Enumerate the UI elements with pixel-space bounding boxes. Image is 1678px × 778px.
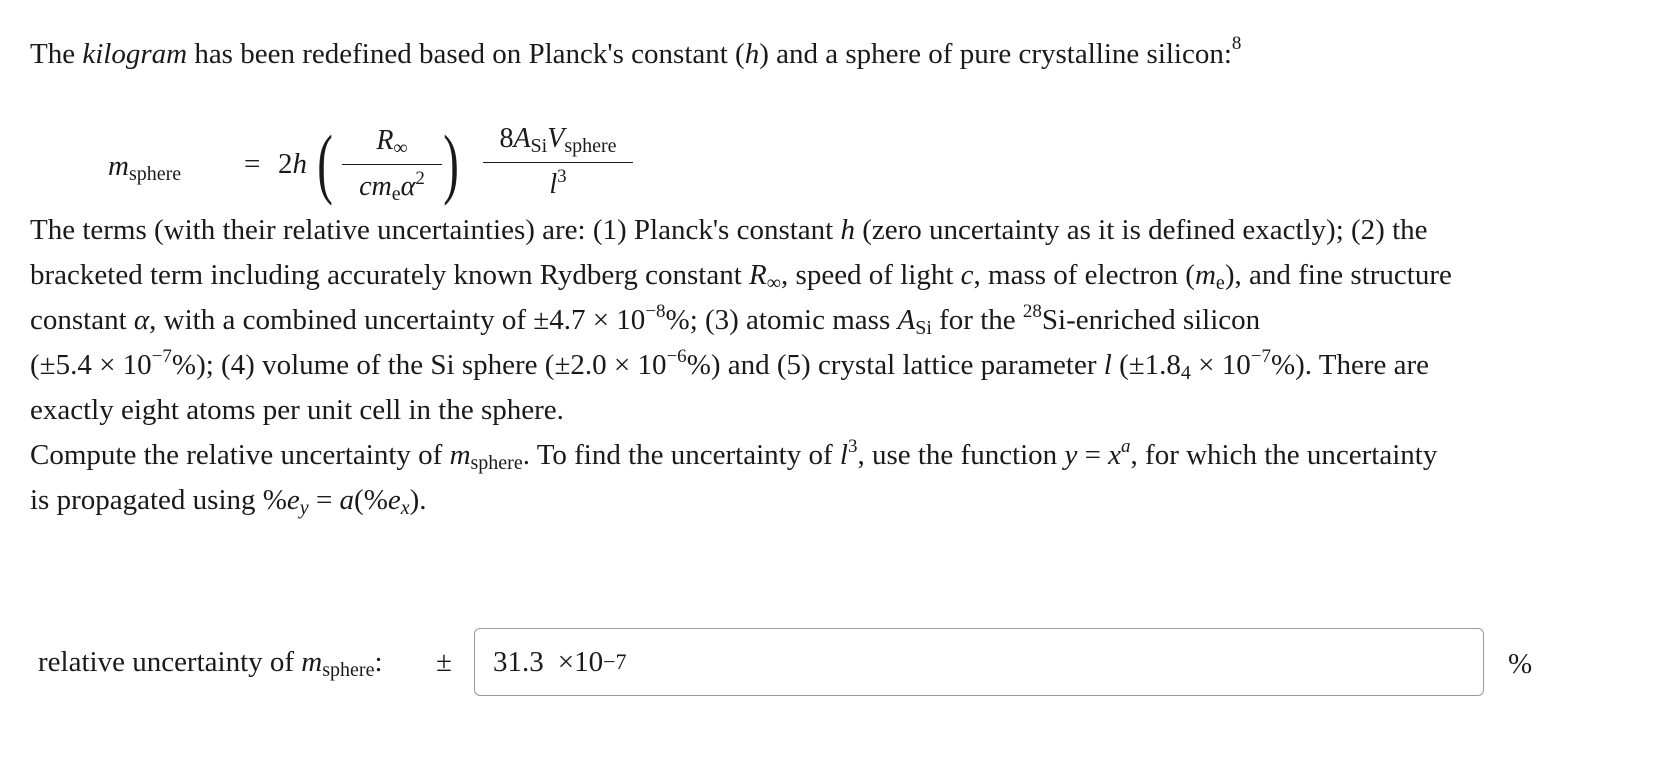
body-line-5 bbox=[30, 388, 1650, 433]
text: %). There are bbox=[1270, 349, 1430, 381]
eight: 8 bbox=[499, 123, 514, 154]
text: for the bbox=[931, 304, 1023, 336]
body-line-4 bbox=[30, 343, 1650, 388]
exponent: −8 bbox=[645, 301, 666, 322]
text: . To find the uncertainty of bbox=[522, 439, 840, 471]
silicon-denominator bbox=[483, 165, 633, 205]
m-subscript: sphere bbox=[470, 452, 523, 474]
m-symbol: m bbox=[449, 439, 471, 471]
left-parenthesis: ( bbox=[317, 119, 333, 206]
body-line-6 bbox=[30, 433, 1650, 478]
e-symbol: e bbox=[286, 484, 300, 516]
alpha-symbol: α bbox=[133, 304, 150, 336]
body-line-3 bbox=[30, 298, 1650, 343]
answer-row bbox=[38, 628, 1678, 702]
text: , for which the uncertainty bbox=[1130, 439, 1438, 471]
text: is propagated using % bbox=[30, 484, 287, 516]
times-ten: ×10 bbox=[557, 645, 604, 678]
coef-h: h bbox=[292, 148, 307, 180]
body-line-2 bbox=[30, 253, 1650, 298]
x-symbol: x bbox=[1108, 439, 1122, 471]
e-symbol: e bbox=[387, 484, 401, 516]
label-colon: : bbox=[374, 646, 383, 678]
m-subscript: e bbox=[1215, 272, 1225, 294]
V-subscript: sphere bbox=[564, 135, 617, 157]
silicon-fraction bbox=[483, 118, 633, 205]
equals-sign: = bbox=[244, 148, 261, 180]
alpha-exponent: 2 bbox=[415, 168, 425, 189]
lhs-subscript: sphere bbox=[128, 163, 182, 185]
a-symbol: a bbox=[339, 484, 355, 516]
text: ). bbox=[409, 484, 427, 516]
digit-subscript: 4 bbox=[1180, 362, 1191, 384]
R-symbol: R bbox=[749, 259, 767, 291]
lhs-symbol: m bbox=[108, 150, 129, 182]
x-subscript: x bbox=[400, 497, 410, 519]
exponent: −7 bbox=[151, 346, 172, 367]
right-parenthesis: ) bbox=[443, 119, 459, 206]
intro-text-1: The bbox=[30, 38, 83, 70]
l-symbol: l bbox=[839, 439, 848, 471]
fraction-bar bbox=[483, 162, 633, 163]
text: %; (3) atomic mass bbox=[665, 304, 898, 336]
footnote-marker[interactable]: 8 bbox=[1231, 33, 1242, 54]
answer-label bbox=[38, 646, 383, 679]
text: , with a combined uncertainty of ±4.7 × 10 bbox=[149, 304, 646, 336]
intro-h: h bbox=[744, 38, 760, 70]
m-subscript: e bbox=[391, 183, 401, 205]
text: (±1.8 bbox=[1111, 349, 1181, 381]
intro-paragraph bbox=[30, 32, 1650, 76]
answer-value[interactable]: 31.3 bbox=[493, 645, 544, 678]
mass-equation bbox=[108, 108, 628, 218]
text: bracketed term including accurately known Rydberg constant bbox=[30, 259, 750, 291]
silicon-numerator bbox=[483, 118, 633, 160]
text: × 10 bbox=[1190, 349, 1251, 381]
A-symbol: A bbox=[513, 123, 531, 154]
body-line-7 bbox=[30, 478, 1650, 523]
exponent: −7 bbox=[1250, 346, 1271, 367]
text: , mass of electron ( bbox=[973, 259, 1195, 291]
equals: = bbox=[308, 484, 340, 516]
equation-lhs bbox=[108, 150, 181, 183]
text: The terms (with their relative uncertainties) are: (1) Planck's constant bbox=[30, 214, 841, 246]
plus-minus-sign: ± bbox=[436, 646, 452, 678]
l-symbol: l bbox=[549, 169, 558, 200]
equation-coefficient bbox=[278, 148, 307, 181]
y-subscript: y bbox=[299, 497, 309, 519]
y-symbol: y bbox=[1064, 439, 1078, 471]
R-symbol: R bbox=[376, 125, 394, 156]
exponent: −6 bbox=[666, 346, 687, 367]
text: ), and fine structure bbox=[1224, 259, 1452, 291]
c-symbol: c bbox=[359, 171, 372, 202]
text: exactly eight atoms per unit cell in the sphere. bbox=[30, 394, 564, 426]
text: %) and (5) crystal lattice parameter bbox=[686, 349, 1104, 381]
c-symbol: c bbox=[960, 259, 974, 291]
unit-label: % bbox=[1508, 648, 1533, 680]
text: , speed of light bbox=[781, 259, 961, 291]
rydberg-denominator bbox=[342, 167, 442, 207]
text: %); (4) volume of the Si sphere (±2.0 × 10 bbox=[171, 349, 667, 381]
m-symbol: m bbox=[371, 171, 392, 202]
text: (±5.4 × 10 bbox=[30, 349, 152, 381]
intro-text-2: has been redefined based on Planck's constant ( bbox=[187, 38, 745, 70]
a-exponent: a bbox=[1121, 436, 1131, 457]
text: (zero uncertainty as it is defined exactly); (2) the bbox=[855, 214, 1428, 246]
rydberg-numerator bbox=[342, 120, 442, 162]
text: (% bbox=[354, 484, 388, 516]
l-exponent: 3 bbox=[847, 436, 858, 457]
l-symbol: l bbox=[1103, 349, 1112, 381]
coef-2: 2 bbox=[278, 148, 293, 180]
A-subscript: Si bbox=[530, 135, 548, 157]
fraction-bar bbox=[342, 164, 442, 165]
text: constant bbox=[30, 304, 134, 336]
intro-text-3: ) and a sphere of pure crystalline silicon: bbox=[759, 38, 1232, 70]
alpha-symbol: α bbox=[400, 171, 416, 202]
body-line-1 bbox=[30, 208, 1650, 253]
A-symbol: A bbox=[897, 304, 916, 336]
R-subscript: ∞ bbox=[393, 137, 408, 159]
text: Si-enriched silicon bbox=[1041, 304, 1261, 336]
rydberg-fraction bbox=[342, 120, 442, 207]
A-subscript: Si bbox=[915, 317, 932, 339]
m-symbol: m bbox=[1194, 259, 1216, 291]
equals: = bbox=[1077, 439, 1109, 471]
isotope-number: 28 bbox=[1022, 301, 1042, 322]
answer-input[interactable]: 31.3 ×10 −7 bbox=[474, 628, 1484, 696]
intro-kilogram: kilogram bbox=[82, 38, 188, 70]
text: , use the function bbox=[857, 439, 1065, 471]
V-symbol: V bbox=[547, 123, 565, 154]
label-subscript: sphere bbox=[322, 659, 375, 681]
label-text: relative uncertainty of bbox=[38, 646, 302, 678]
R-subscript: ∞ bbox=[766, 272, 782, 294]
l-exponent: 3 bbox=[557, 166, 567, 187]
text: Compute the relative uncertainty of bbox=[30, 439, 450, 471]
problem-body bbox=[30, 208, 1650, 523]
h-symbol: h bbox=[840, 214, 855, 246]
label-m-symbol: m bbox=[301, 646, 323, 678]
